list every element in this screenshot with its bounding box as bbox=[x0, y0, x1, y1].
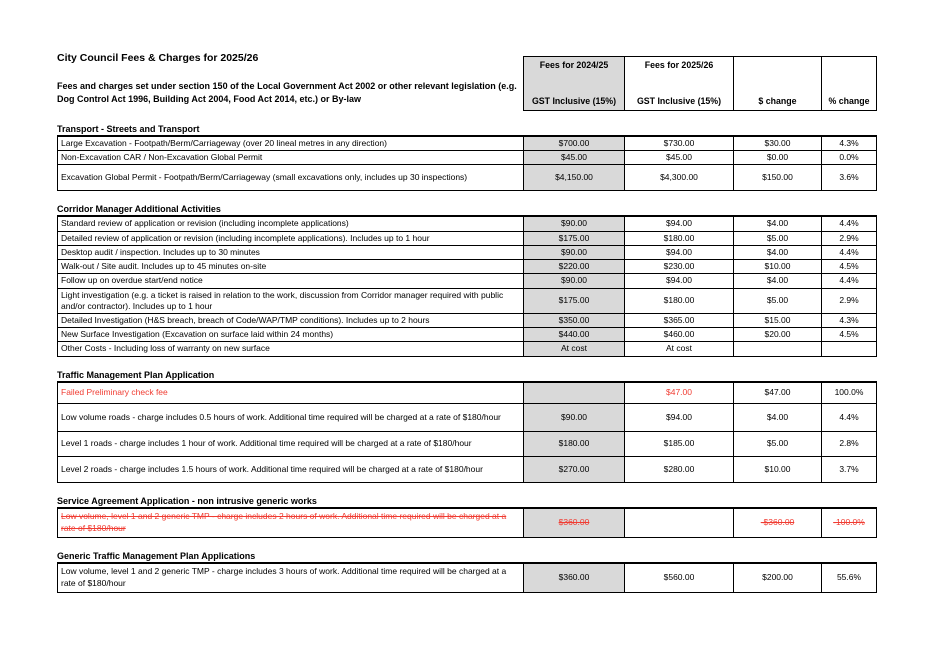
table-row bbox=[58, 289, 876, 314]
header-text-block bbox=[57, 52, 519, 107]
fee-2025-cell bbox=[625, 151, 734, 164]
fee-2024-cell-text: $175.00 bbox=[558, 295, 590, 306]
dollar-change-cell bbox=[734, 165, 822, 190]
fee-2025-cell-text: $94.00 bbox=[666, 218, 692, 229]
dollar-change-cell-text: $30.00 bbox=[764, 138, 791, 148]
fees-2025-label: Fees for 2025/26 bbox=[644, 60, 714, 70]
fee-description-cell-text: Level 2 roads - charge includes 1.5 hours of work. Additional time required will be charged at a rate of $180/hour bbox=[61, 463, 483, 474]
dollar-change-cell-text: $15.00 bbox=[764, 314, 791, 325]
fee-2025-cell bbox=[625, 342, 734, 355]
section-heading: Service Agreement Application - non intrusive generic works bbox=[57, 495, 317, 506]
dollar-change-cell-text: $4.00 bbox=[766, 275, 789, 286]
fee-section bbox=[57, 551, 877, 593]
fee-2024-cell-text: $220.00 bbox=[558, 261, 590, 272]
percent-change-cell-text: 4.3% bbox=[839, 138, 859, 148]
percent-change-cell-text: 4.4% bbox=[839, 411, 859, 422]
fee-description-cell-text: Excavation Global Permit - Footpath/Berm/Carriageway (small excavations only, includes up 30 inspections) bbox=[61, 172, 468, 183]
section-heading: Transport - Streets and Transport bbox=[57, 124, 200, 134]
dollar-change-cell bbox=[734, 246, 822, 259]
fee-2024-cell-text: $270.00 bbox=[558, 463, 590, 474]
fee-description-cell bbox=[58, 383, 524, 403]
fee-section bbox=[57, 124, 877, 191]
dollar-change-cell-text: $5.00 bbox=[766, 232, 789, 243]
fee-description-cell-text: Other Costs - Including loss of warranty on new surface bbox=[61, 343, 270, 354]
fee-table bbox=[57, 507, 877, 538]
fee-table bbox=[57, 562, 877, 593]
table-row bbox=[58, 383, 876, 404]
dollar-change-cell-text: $5.00 bbox=[766, 295, 789, 306]
fee-2025-cell bbox=[625, 564, 734, 592]
percent-change-cell bbox=[822, 260, 876, 273]
table-row bbox=[58, 404, 876, 432]
percent-change-cell bbox=[822, 232, 876, 245]
fee-2025-cell-text: $560.00 bbox=[663, 572, 695, 583]
fee-description-cell bbox=[58, 217, 524, 230]
dollar-change-cell bbox=[734, 564, 822, 592]
table-row bbox=[58, 457, 876, 482]
fee-2024-cell bbox=[524, 404, 625, 431]
percent-change-cell-text: 4.4% bbox=[839, 218, 859, 229]
dollar-change-cell-text: $10.00 bbox=[764, 261, 791, 272]
fee-2025-cell-text: $4,300.00 bbox=[660, 172, 698, 183]
percent-change-cell-text: 2.9% bbox=[839, 232, 859, 243]
fee-section bbox=[57, 204, 877, 356]
percent-change-cell-text: 3.7% bbox=[839, 463, 859, 474]
percent-change-cell bbox=[822, 328, 876, 341]
fee-2025-cell bbox=[625, 289, 734, 313]
section-heading: Traffic Management Plan Application bbox=[57, 369, 215, 380]
fee-2025-cell bbox=[625, 137, 734, 150]
table-row bbox=[58, 564, 876, 592]
page-subtitle: Fees and charges set under section 150 of the Local Government Act 2002 or other relevant legislation (e.g. Dog Control Act 1996, Building Act 2004, Food Act 2014, etc.) or By-law bbox=[57, 80, 517, 105]
fee-2025-cell bbox=[625, 246, 734, 259]
dollar-change-cell bbox=[734, 232, 822, 245]
column-header-fees-2024 bbox=[524, 57, 625, 110]
fee-description-cell bbox=[58, 564, 524, 592]
fee-description-cell bbox=[58, 274, 524, 287]
percent-change-cell bbox=[822, 246, 876, 259]
dollar-change-cell bbox=[734, 509, 822, 537]
percent-change-cell bbox=[822, 564, 876, 592]
fee-2025-cell-text: $47.00 bbox=[666, 387, 692, 398]
fee-description-cell bbox=[58, 151, 524, 164]
percent-change-cell bbox=[822, 289, 876, 313]
fee-2025-cell-text: $730.00 bbox=[663, 138, 695, 148]
dollar-change-cell-text: $0.00 bbox=[766, 152, 789, 163]
gst-inclusive-label: GST Inclusive (15%) bbox=[636, 96, 722, 106]
table-row bbox=[58, 274, 876, 288]
percent-change-cell bbox=[822, 509, 876, 537]
column-header-box bbox=[523, 56, 877, 111]
fee-description-cell bbox=[58, 232, 524, 245]
dollar-change-cell-text: $4.00 bbox=[766, 246, 789, 257]
fee-2025-cell-text: $365.00 bbox=[663, 314, 695, 325]
fee-2024-cell bbox=[524, 314, 625, 327]
fee-description-cell bbox=[58, 404, 524, 431]
fee-2024-cell-text: $360.00 bbox=[558, 572, 590, 583]
percent-change-cell bbox=[822, 137, 876, 150]
percent-change-cell bbox=[822, 165, 876, 190]
fee-description-cell bbox=[58, 289, 524, 313]
dollar-change-cell bbox=[734, 217, 822, 230]
fee-description-cell-text: Detailed Investigation (H&S breach, breach of Code/WAP/TMP conditions). Includes up to 2 hours bbox=[61, 314, 430, 325]
percent-change-cell-text: 100.0% bbox=[834, 387, 864, 398]
fee-2024-cell bbox=[524, 260, 625, 273]
dollar-change-cell-text: $20.00 bbox=[764, 329, 791, 340]
dollar-change-cell-text: $47.00 bbox=[764, 387, 791, 398]
fee-description-cell bbox=[58, 165, 524, 190]
fee-2024-cell bbox=[524, 165, 625, 190]
percent-change-cell bbox=[822, 342, 876, 355]
fee-2025-cell bbox=[625, 232, 734, 245]
fee-sections bbox=[57, 124, 877, 593]
fee-description-cell-text: Low volume roads - charge includes 0.5 hours of work. Additional time required will be charged at a rate of $180/hour bbox=[61, 411, 501, 422]
dollar-change-cell-text: $4.00 bbox=[766, 218, 789, 229]
table-row bbox=[58, 314, 876, 328]
table-row bbox=[58, 165, 876, 190]
fee-2025-cell bbox=[625, 457, 734, 482]
section-heading: Generic Traffic Management Plan Applications bbox=[57, 550, 256, 561]
fee-2025-cell-text: $94.00 bbox=[666, 411, 692, 422]
fee-description-cell-text: Low volume, level 1 and 2 generic TMP - charge includes 2 hours of work. Additional time required will be charged at a rate of $180/hour bbox=[61, 511, 507, 533]
fee-description-cell bbox=[58, 328, 524, 341]
fee-2024-cell bbox=[524, 564, 625, 592]
fee-description-cell bbox=[58, 509, 524, 537]
fee-2024-cell-text: $90.00 bbox=[561, 411, 587, 422]
fee-2024-cell-text: $4,150.00 bbox=[555, 172, 593, 183]
section-heading: Corridor Manager Additional Activities bbox=[57, 204, 221, 215]
dollar-change-cell-text: $10.00 bbox=[764, 463, 791, 474]
dollar-change-cell-text: $150.00 bbox=[762, 172, 793, 183]
fee-description-cell-text: New Surface Investigation (Excavation on surface laid within 24 months) bbox=[61, 329, 334, 340]
fee-description-cell-text: Non-Excavation CAR / Non-Excavation Global Permit bbox=[61, 152, 263, 163]
fee-2024-cell bbox=[524, 342, 625, 355]
gst-inclusive-label: GST Inclusive (15%) bbox=[531, 96, 617, 106]
table-row bbox=[58, 432, 876, 457]
dollar-change-label: $ change bbox=[758, 96, 797, 106]
fee-2024-cell-text: $700.00 bbox=[558, 138, 590, 148]
dollar-change-cell bbox=[734, 342, 822, 355]
percent-change-cell-text: 55.6% bbox=[836, 572, 862, 583]
fees-document-page bbox=[57, 52, 877, 593]
percent-change-cell-text: 4.4% bbox=[839, 275, 859, 286]
dollar-change-cell bbox=[734, 274, 822, 287]
percent-change-cell bbox=[822, 457, 876, 482]
fee-2025-cell bbox=[625, 274, 734, 287]
fee-table bbox=[57, 215, 877, 356]
fee-2025-cell bbox=[625, 509, 734, 537]
fee-2024-cell bbox=[524, 232, 625, 245]
table-row bbox=[58, 151, 876, 165]
dollar-change-cell bbox=[734, 314, 822, 327]
fee-2024-cell-text: $90.00 bbox=[561, 275, 587, 286]
page-title: City Council Fees & Charges for 2025/26 bbox=[57, 52, 259, 64]
fee-description-cell-text: Large Excavation - Footpath/Berm/Carriageway (over 20 lineal metres in any direction) bbox=[61, 138, 387, 148]
fee-2025-cell bbox=[625, 383, 734, 403]
fee-2025-cell-text: $180.00 bbox=[663, 295, 695, 306]
fee-2024-cell bbox=[524, 509, 625, 537]
fee-description-cell-text: Walk-out / Site audit. Includes up to 45 minutes on-site bbox=[61, 261, 267, 272]
percent-change-cell-text: 4.3% bbox=[839, 314, 859, 325]
fee-2025-cell bbox=[625, 260, 734, 273]
fee-2024-cell bbox=[524, 289, 625, 313]
dollar-change-cell-text: $200.00 bbox=[762, 572, 793, 583]
dollar-change-cell bbox=[734, 328, 822, 341]
column-header-percent-change bbox=[822, 57, 876, 110]
fee-2024-cell bbox=[524, 383, 625, 403]
percent-change-cell-text: 4.4% bbox=[839, 246, 859, 257]
fee-2025-cell bbox=[625, 432, 734, 456]
fee-2025-cell-text: $280.00 bbox=[663, 463, 695, 474]
fee-2025-cell-text: $94.00 bbox=[666, 275, 692, 286]
fee-2025-cell-text: $180.00 bbox=[663, 232, 695, 243]
fee-2024-cell-text: $350.00 bbox=[558, 314, 590, 325]
fee-section bbox=[57, 370, 877, 483]
fee-description-cell-text: Low volume, level 1 and 2 generic TMP - charge includes 3 hours of work. Additional time required will be charged at a rate of $180/hour bbox=[61, 566, 507, 588]
percent-change-cell-text: 0.0% bbox=[839, 152, 859, 163]
fee-description-cell bbox=[58, 246, 524, 259]
fee-description-cell bbox=[58, 314, 524, 327]
fee-2024-cell-text: $90.00 bbox=[561, 246, 587, 257]
fee-2025-cell-text: At cost bbox=[666, 343, 692, 354]
fee-2025-cell-text: $230.00 bbox=[663, 261, 695, 272]
fee-description-cell-text: Level 1 roads - charge includes 1 hour of work. Additional time required will be charged at a rate of $180/hour bbox=[61, 438, 472, 449]
fee-2024-cell-text: $175.00 bbox=[558, 232, 590, 243]
fee-description-cell bbox=[58, 432, 524, 456]
fee-2024-cell bbox=[524, 328, 625, 341]
dollar-change-cell-text: -$360.00 bbox=[760, 517, 795, 528]
fee-description-cell-text: Detailed review of application or revision (including incomplete applications). Includes up to 1 hour bbox=[61, 232, 430, 243]
table-row bbox=[58, 246, 876, 260]
fee-table bbox=[57, 381, 877, 483]
table-row bbox=[58, 137, 876, 151]
percent-change-cell-text: 4.5% bbox=[839, 329, 859, 340]
fee-2024-cell-text: $440.00 bbox=[558, 329, 590, 340]
column-header-fees-2025 bbox=[625, 57, 734, 110]
fee-2024-cell bbox=[524, 274, 625, 287]
fee-2025-cell bbox=[625, 404, 734, 431]
percent-change-cell bbox=[822, 151, 876, 164]
percent-change-cell-text: 2.9% bbox=[839, 295, 859, 306]
fee-2024-cell-text: $90.00 bbox=[561, 218, 587, 229]
fee-table bbox=[57, 135, 877, 191]
percent-change-cell bbox=[822, 404, 876, 431]
fee-2024-cell-text: $180.00 bbox=[558, 438, 590, 449]
fee-description-cell-text: Standard review of application or revision (including incomplete applications) bbox=[61, 218, 349, 229]
fee-2024-cell bbox=[524, 457, 625, 482]
fee-2025-cell-text: $94.00 bbox=[666, 246, 692, 257]
fee-description-cell-text: Desktop audit / inspection. Includes up to 30 minutes bbox=[61, 246, 260, 257]
table-row bbox=[58, 260, 876, 274]
percent-change-cell-text: 4.5% bbox=[839, 261, 859, 272]
percent-change-cell bbox=[822, 217, 876, 230]
percent-change-cell bbox=[822, 314, 876, 327]
percent-change-label: % change bbox=[828, 96, 870, 106]
table-row bbox=[58, 509, 876, 537]
fee-2025-cell bbox=[625, 165, 734, 190]
fee-2025-cell-text: $185.00 bbox=[663, 438, 695, 449]
fee-2024-cell bbox=[524, 217, 625, 230]
fee-description-cell bbox=[58, 342, 524, 355]
dollar-change-cell bbox=[734, 151, 822, 164]
percent-change-cell-text: 2.8% bbox=[839, 438, 859, 449]
fee-2025-cell bbox=[625, 314, 734, 327]
dollar-change-cell bbox=[734, 383, 822, 403]
fee-2025-cell bbox=[625, 328, 734, 341]
dollar-change-cell bbox=[734, 289, 822, 313]
document-header bbox=[57, 52, 877, 111]
percent-change-cell bbox=[822, 383, 876, 403]
fee-2024-cell-text: $360.00 bbox=[558, 517, 590, 528]
fee-description-cell-text: Follow up on overdue start/end notice bbox=[61, 275, 203, 286]
fee-2024-cell bbox=[524, 432, 625, 456]
fee-2024-cell bbox=[524, 246, 625, 259]
dollar-change-cell bbox=[734, 404, 822, 431]
percent-change-cell bbox=[822, 274, 876, 287]
fee-2024-cell bbox=[524, 137, 625, 150]
fee-description-cell bbox=[58, 260, 524, 273]
fee-2024-cell-text: At cost bbox=[561, 343, 587, 354]
table-row bbox=[58, 328, 876, 342]
dollar-change-cell-text: $5.00 bbox=[766, 438, 789, 449]
dollar-change-cell bbox=[734, 137, 822, 150]
fee-section bbox=[57, 496, 877, 538]
fee-description-cell-text: Failed Preliminary check fee bbox=[61, 387, 168, 398]
percent-change-cell bbox=[822, 432, 876, 456]
fees-2024-label: Fees for 2024/25 bbox=[539, 60, 609, 70]
dollar-change-cell bbox=[734, 260, 822, 273]
fee-2025-cell bbox=[625, 217, 734, 230]
percent-change-cell-text: -100.0% bbox=[833, 517, 865, 528]
table-row bbox=[58, 232, 876, 246]
column-header-dollar-change bbox=[734, 57, 822, 110]
dollar-change-cell-text: $4.00 bbox=[766, 411, 789, 422]
table-row bbox=[58, 217, 876, 231]
dollar-change-cell bbox=[734, 432, 822, 456]
fee-description-cell bbox=[58, 457, 524, 482]
fee-2025-cell-text: $460.00 bbox=[663, 329, 695, 340]
fee-2025-cell-text: $45.00 bbox=[666, 152, 692, 163]
dollar-change-cell bbox=[734, 457, 822, 482]
fee-2024-cell bbox=[524, 151, 625, 164]
fee-description-cell-text: Light investigation (e.g. a ticket is raised in relation to the work, discussion from Corridor manager required with public and/or contractor). Includes up to 1 hour bbox=[61, 289, 504, 311]
table-row bbox=[58, 342, 876, 355]
fee-description-cell bbox=[58, 137, 524, 150]
percent-change-cell-text: 3.6% bbox=[839, 172, 859, 183]
fee-2024-cell-text: $45.00 bbox=[561, 152, 587, 163]
